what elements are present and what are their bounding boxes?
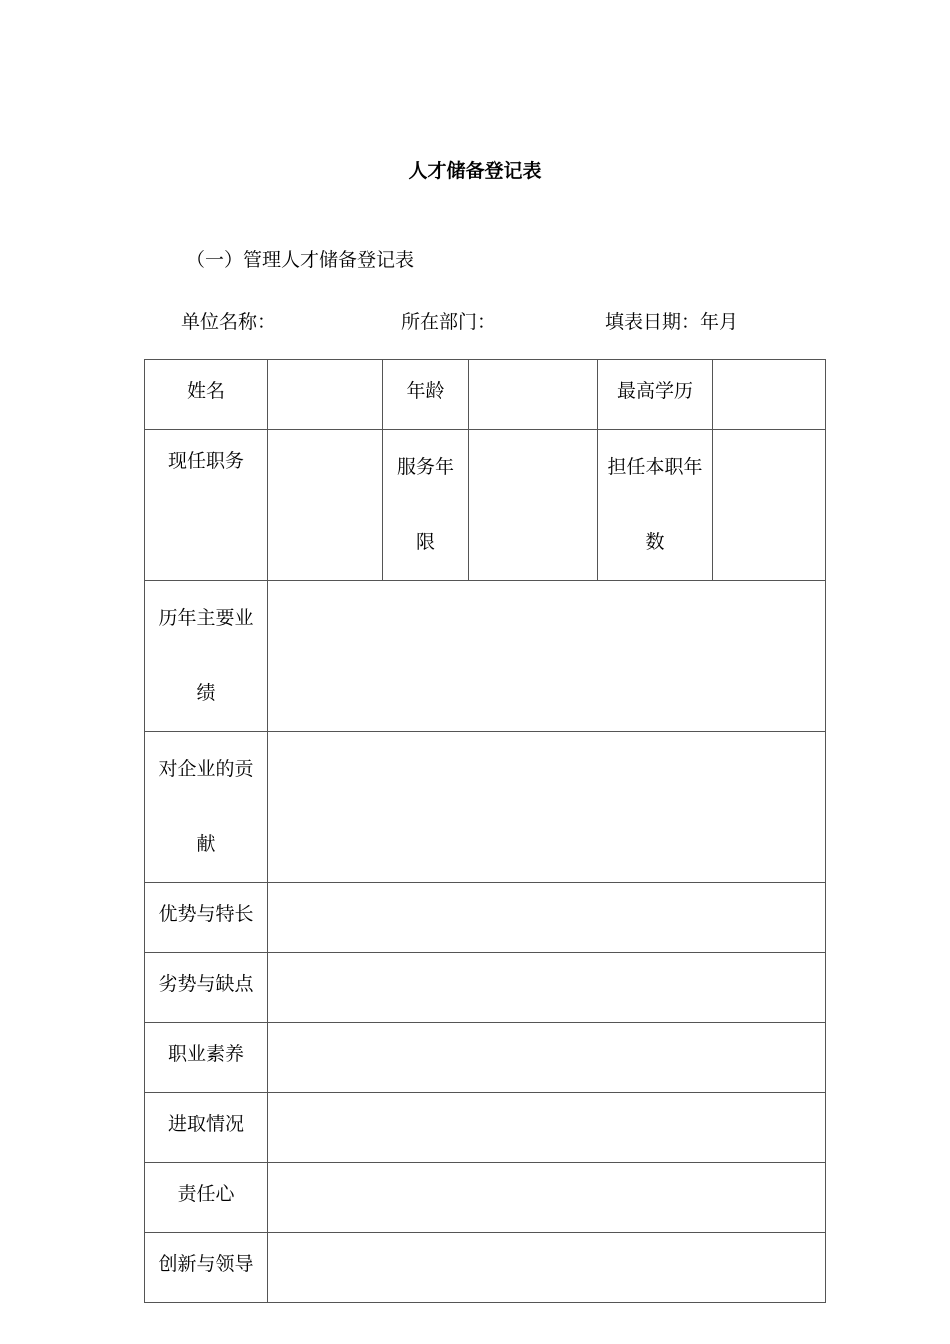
row-label-text: 进取情况 (167, 1113, 244, 1135)
department-label: 所在部门： (401, 311, 497, 333)
row-label-text: 职业素养 (167, 1043, 244, 1065)
row-label-text: 创新与领导 (158, 1253, 254, 1275)
row-label-text: 对企业的贡献 (158, 758, 254, 855)
name-field[interactable] (268, 360, 383, 430)
innovation-field[interactable] (268, 1233, 826, 1303)
row-label-innovation (145, 1233, 268, 1303)
fill-date-label: 填表日期：年月 (605, 311, 739, 333)
age-field[interactable] (469, 360, 598, 430)
position-years-label (598, 430, 713, 581)
table-row (145, 1163, 826, 1233)
row-label-responsibility (145, 1163, 268, 1233)
row-label-text: 历年主要业绩 (158, 607, 254, 704)
position-years-label-text: 担任本职年数 (607, 456, 703, 553)
section-heading: （一）管理人才储备登记表 (186, 249, 415, 271)
position-years-field[interactable] (713, 430, 826, 581)
registration-table (144, 359, 826, 1303)
age-label (383, 360, 469, 430)
row-label-contribution (145, 732, 268, 883)
current-position-label (145, 430, 268, 581)
education-label-text: 最高学历 (616, 380, 693, 402)
current-position-field[interactable] (268, 430, 383, 581)
table-row (145, 883, 826, 953)
name-label-text: 姓名 (186, 380, 225, 402)
row-label-achievements (145, 581, 268, 732)
contribution-field[interactable] (268, 732, 826, 883)
row-label-text: 劣势与缺点 (158, 973, 254, 995)
education-field[interactable] (713, 360, 826, 430)
row-label-weaknesses (145, 953, 268, 1023)
unit-name-label: 单位名称： (181, 311, 277, 333)
age-label-text: 年龄 (406, 380, 445, 402)
professionalism-field[interactable] (268, 1023, 826, 1093)
initiative-field[interactable] (268, 1093, 826, 1163)
education-label (598, 360, 713, 430)
table-row (145, 953, 826, 1023)
service-years-label (383, 430, 469, 581)
table-row (145, 1093, 826, 1163)
strengths-field[interactable] (268, 883, 826, 953)
row-label-strengths (145, 883, 268, 953)
table-row (145, 1233, 826, 1303)
responsibility-field[interactable] (268, 1163, 826, 1233)
row-label-professionalism (145, 1023, 268, 1093)
weaknesses-field[interactable] (268, 953, 826, 1023)
service-years-label-text: 服务年限 (396, 456, 454, 553)
table-row (145, 360, 826, 430)
table-row (145, 430, 826, 581)
name-label (145, 360, 268, 430)
service-years-field[interactable] (469, 430, 598, 581)
document-title: 人才储备登记表 (408, 160, 542, 182)
row-label-initiative (145, 1093, 268, 1163)
row-label-text: 优势与特长 (158, 903, 254, 925)
table-row (145, 732, 826, 883)
table-row (145, 581, 826, 732)
current-position-label-text: 现任职务 (167, 450, 244, 472)
row-label-text: 责任心 (177, 1183, 235, 1205)
achievements-field[interactable] (268, 581, 826, 732)
table-row (145, 1023, 826, 1093)
